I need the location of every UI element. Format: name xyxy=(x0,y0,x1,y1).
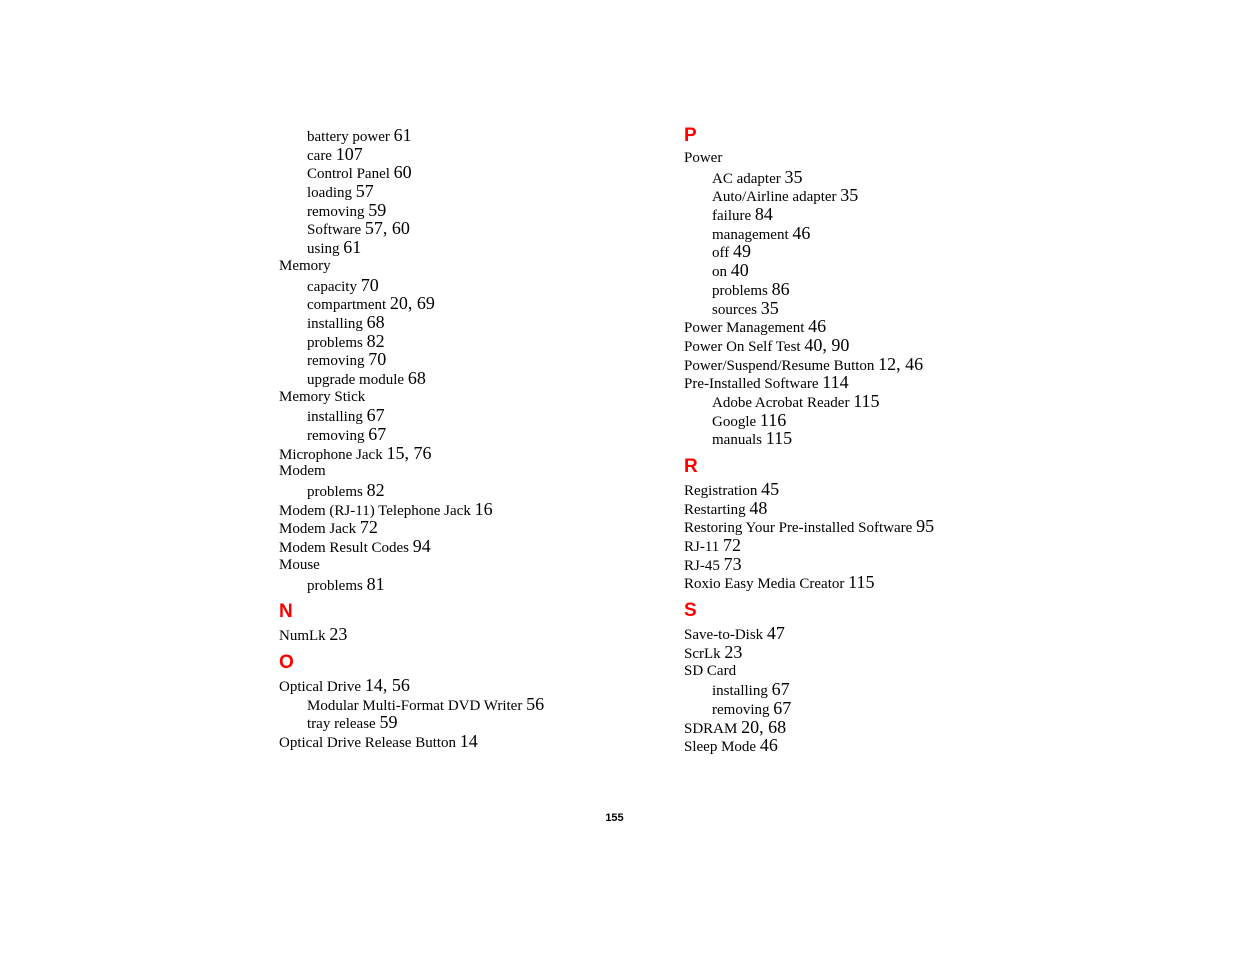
index-page-refs: 81 xyxy=(366,573,385,594)
index-term: sources xyxy=(712,301,757,318)
index-page-refs: 116 xyxy=(759,409,787,430)
index-entry-power xyxy=(684,149,1084,168)
index-entry-rj-11 xyxy=(684,536,1084,555)
index-subentry-problems xyxy=(684,280,1084,299)
section-letter-r: R xyxy=(684,456,698,477)
index-page-refs: 86 xyxy=(771,278,790,299)
index-page-refs: 115 xyxy=(848,572,875,593)
index-page-refs: 15, 76 xyxy=(386,442,432,463)
index-term: Optical Drive xyxy=(279,678,362,695)
index-subentry-installing xyxy=(279,406,659,425)
index-term: Google xyxy=(712,413,757,430)
index-subentry-installing xyxy=(684,680,1084,699)
index-term: loading xyxy=(307,185,352,202)
index-term: tray release xyxy=(307,716,376,733)
index-page-refs: 23 xyxy=(329,624,348,645)
index-page-refs: 61 xyxy=(393,125,412,145)
index-term: on xyxy=(712,264,727,281)
index-entry-memory xyxy=(279,257,659,276)
index-page-refs: 114 xyxy=(822,372,849,393)
index-term: Microphone Jack xyxy=(279,446,383,463)
index-page-refs: 70 xyxy=(360,274,379,295)
index-term: Power/Suspend/Resume Button xyxy=(684,357,875,374)
index-subentry-capacity xyxy=(279,276,659,295)
section-letter-p: P xyxy=(684,125,697,146)
index-term: Save-to-Disk xyxy=(684,627,764,644)
index-term: Power xyxy=(684,150,723,166)
index-term: problems xyxy=(712,282,768,299)
index-term: installing xyxy=(712,683,768,700)
index-term: Control Panel xyxy=(307,166,390,183)
index-subentry-loading xyxy=(279,182,659,201)
index-page-refs: 23 xyxy=(724,641,743,662)
index-term: SD Card xyxy=(684,662,737,679)
index-subentry-battery-power xyxy=(279,126,659,145)
index-page-refs: 35 xyxy=(840,185,859,206)
index-page-refs: 48 xyxy=(749,497,768,518)
index-page-refs: 57 xyxy=(355,181,374,202)
index-entry-numlk xyxy=(279,625,659,644)
index-entry-registration xyxy=(684,480,1084,499)
index-subentry-manuals xyxy=(684,429,1084,448)
index-page-refs: 14 xyxy=(459,730,478,751)
index-entry-optical-drive xyxy=(279,676,659,695)
index-term: installing xyxy=(307,315,363,332)
index-page-refs: 14, 56 xyxy=(364,674,410,695)
index-subentry-google xyxy=(684,411,1084,430)
index-term: Pre-Installed Software xyxy=(684,376,819,393)
index-page-refs: 82 xyxy=(366,480,385,501)
index-page-refs: 70 xyxy=(368,349,387,370)
index-page-refs: 68 xyxy=(407,367,426,388)
index-entry-power-suspend-resume-button xyxy=(684,355,1084,374)
index-term: Modem xyxy=(279,463,326,480)
index-subentry-problems xyxy=(279,332,659,351)
index-term: Restoring Your Pre-installed Software xyxy=(684,520,913,537)
index-entry-modem-jack xyxy=(279,518,659,537)
index-page-refs: 95 xyxy=(916,516,935,537)
index-page-refs: 67 xyxy=(368,424,387,444)
index-term: manuals xyxy=(712,432,762,449)
index-page-refs: 16 xyxy=(474,498,493,519)
index-term: Mouse xyxy=(279,556,320,573)
index-subentry-ac-adapter xyxy=(684,168,1084,187)
index-entry-power-on-self-test xyxy=(684,336,1084,355)
index-subentry-management xyxy=(684,224,1084,243)
index-page-refs: 35 xyxy=(760,297,779,318)
index-entry-power-management xyxy=(684,317,1084,336)
index-subentry-installing xyxy=(279,313,659,332)
index-page-refs: 94 xyxy=(412,536,431,557)
index-page-refs: 72 xyxy=(359,517,378,538)
index-page-refs: 115 xyxy=(765,428,793,449)
index-term: problems xyxy=(307,484,363,501)
index-term: Auto/Airline adapter xyxy=(712,189,837,206)
index-term: off xyxy=(712,245,730,262)
index-term: Modular Multi-Format DVD Writer xyxy=(307,697,523,714)
index-term: removing xyxy=(712,701,770,718)
index-term: problems xyxy=(307,334,363,351)
index-term: Registration xyxy=(684,483,758,499)
section-letter-n: N xyxy=(279,601,293,623)
index-page-refs: 68 xyxy=(366,311,385,332)
index-page-refs: 56 xyxy=(526,693,545,714)
index-subentry-failure xyxy=(684,205,1084,224)
index-subentry-auto-airline-adapter xyxy=(684,186,1084,205)
index-term: Modem (RJ-11) Telephone Jack xyxy=(279,502,471,519)
index-term: Optical Drive Release Button xyxy=(279,734,457,751)
index-term: Power On Self Test xyxy=(684,338,801,355)
index-page-refs: 40 xyxy=(730,260,749,281)
index-subentry-removing xyxy=(279,425,659,444)
index-page-refs: 60 xyxy=(393,162,412,183)
index-page-refs: 82 xyxy=(366,330,385,351)
index-term: Modem Result Codes xyxy=(279,540,409,557)
index-term: battery power xyxy=(307,129,390,145)
index-subentry-upgrade-module xyxy=(279,369,659,388)
index-subentry-tray-release xyxy=(279,713,659,732)
section-letter-o: O xyxy=(279,651,294,673)
index-subentry-on xyxy=(684,261,1084,280)
index-term: Sleep Mode xyxy=(684,739,757,756)
index-entry-modem-rj-11-telephone-jack xyxy=(279,500,659,519)
index-entry-restarting xyxy=(684,499,1084,518)
index-subentry-sources xyxy=(684,299,1084,318)
index-term: Software xyxy=(307,222,362,239)
index-page-refs: 59 xyxy=(379,712,398,733)
index-term: capacity xyxy=(307,278,357,295)
index-subentry-control-panel xyxy=(279,163,659,182)
index-term: failure xyxy=(712,208,752,225)
index-term: Memory Stick xyxy=(279,388,366,405)
index-entry-optical-drive-release-button xyxy=(279,732,659,751)
index-page-refs: 40, 90 xyxy=(804,334,850,355)
index-subentry-adobe-acrobat-reader xyxy=(684,392,1084,411)
index-subentry-problems xyxy=(279,481,659,500)
index-entry-memory-stick xyxy=(279,388,659,407)
index-page-refs: 49 xyxy=(732,241,751,262)
index-term: installing xyxy=(307,409,363,426)
index-entry-mouse xyxy=(279,556,659,575)
page-number: 155 xyxy=(605,812,624,824)
index-page-refs: 57, 60 xyxy=(364,218,410,239)
index-page-refs: 46 xyxy=(759,735,778,756)
index-column-right xyxy=(684,126,1084,755)
index-page-refs: 67 xyxy=(773,697,792,718)
section-letter-s: S xyxy=(684,600,697,622)
index-entry-save-to-disk xyxy=(684,624,1084,643)
index-entry-roxio-easy-media-creator xyxy=(684,573,1084,592)
index-entry-sleep-mode xyxy=(684,736,1084,755)
index-subentry-compartment xyxy=(279,294,659,313)
index-subentry-software xyxy=(279,219,659,238)
index-term: removing xyxy=(307,203,365,220)
index-entry-modem xyxy=(279,462,659,481)
index-subentry-care xyxy=(279,145,659,164)
index-term: RJ-45 xyxy=(684,557,720,574)
index-subentry-using xyxy=(279,238,659,257)
index-term: Roxio Easy Media Creator xyxy=(684,576,845,593)
index-entry-modem-result-codes xyxy=(279,537,659,556)
index-page-refs: 35 xyxy=(784,166,803,187)
index-term: Restarting xyxy=(684,501,746,518)
index-term: care xyxy=(307,147,332,164)
index-term: AC adapter xyxy=(712,170,781,187)
index-subentry-removing xyxy=(279,350,659,369)
index-page-refs: 84 xyxy=(754,204,773,225)
index-page-refs: 67 xyxy=(366,405,385,426)
index-term: ScrLk xyxy=(684,645,721,662)
index-entry-pre-installed-software xyxy=(684,373,1084,392)
index-page-refs: 67 xyxy=(771,679,790,700)
index-entry-sd-card xyxy=(684,662,1084,681)
index-page-refs: 107 xyxy=(335,143,363,164)
index-subentry-off xyxy=(684,242,1084,261)
index-page-refs: 59 xyxy=(368,199,387,220)
index-page-refs: 12, 46 xyxy=(878,353,924,374)
index-entry-microphone-jack xyxy=(279,444,659,463)
index-term: removing xyxy=(307,353,365,370)
index-entry-sdram xyxy=(684,718,1084,737)
index-page-refs: 45 xyxy=(761,479,780,499)
index-term: RJ-11 xyxy=(684,539,720,556)
index-subentry-modular-multi-format-dvd-writer xyxy=(279,695,659,714)
index-page-refs: 46 xyxy=(792,222,811,243)
index-subentry-removing xyxy=(279,201,659,220)
index-page-refs: 46 xyxy=(808,316,827,337)
index-page-refs: 115 xyxy=(853,390,880,411)
index-page-refs: 20, 68 xyxy=(741,716,787,737)
index-term: Adobe Acrobat Reader xyxy=(712,394,850,411)
index-entry-scrlk xyxy=(684,643,1084,662)
index-term: Memory xyxy=(279,257,331,274)
index-term: management xyxy=(712,226,789,243)
index-term: problems xyxy=(307,577,363,594)
index-term: removing xyxy=(307,428,365,444)
index-term: compartment xyxy=(307,297,387,314)
index-entry-restoring-your-pre-installed-software xyxy=(684,517,1084,536)
index-entry-rj-45 xyxy=(684,555,1084,574)
index-column-left xyxy=(279,126,659,751)
index-term: using xyxy=(307,241,340,258)
index-page-refs: 61 xyxy=(343,237,362,258)
index-term: NumLk xyxy=(279,628,326,645)
index-subentry-problems xyxy=(279,575,659,594)
index-page-refs: 73 xyxy=(723,553,742,574)
index-term: upgrade module xyxy=(307,371,405,388)
index-term: Power Management xyxy=(684,320,805,337)
index-page-refs: 72 xyxy=(723,535,742,556)
index-term: Modem Jack xyxy=(279,521,357,538)
index-subentry-removing xyxy=(684,699,1084,718)
index-page-refs: 47 xyxy=(766,623,785,644)
index-page-refs: 20, 69 xyxy=(389,293,435,314)
index-term: SDRAM xyxy=(684,720,738,737)
